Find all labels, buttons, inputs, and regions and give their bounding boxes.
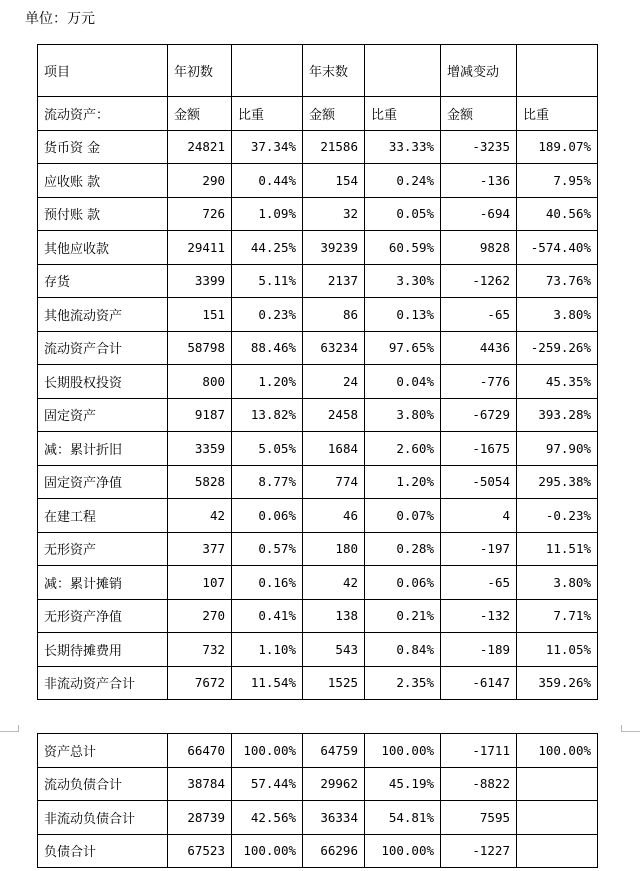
table-row: [38, 566, 598, 600]
table-row: [38, 231, 598, 265]
value-cell: 270: [168, 599, 232, 633]
value-cell: 3.30%: [365, 264, 441, 298]
value-cell: -259.26%: [517, 331, 598, 365]
value-cell: [517, 834, 598, 868]
table-row: [38, 633, 598, 667]
value-cell: 2458: [303, 398, 365, 432]
value-cell: 4: [441, 499, 517, 533]
header-cell: 年初数: [168, 45, 232, 97]
header-cell: 金额: [168, 97, 232, 131]
row-label-cell: 应收账 款: [38, 164, 168, 198]
unit-label: 单位：万元: [25, 11, 95, 27]
value-cell: 154: [303, 164, 365, 198]
value-cell: 0.41%: [232, 599, 303, 633]
row-label-cell: 长期股权投资: [38, 365, 168, 399]
table-row: [38, 331, 598, 365]
table-row: [38, 532, 598, 566]
header-cell: 增减变动: [441, 45, 517, 97]
table-header-row: [38, 45, 598, 97]
row-label-cell: 资产总计: [38, 734, 168, 768]
table-row: [38, 197, 598, 231]
value-cell: 4436: [441, 331, 517, 365]
table-row: [38, 365, 598, 399]
value-cell: 359.26%: [517, 666, 598, 700]
value-cell: -65: [441, 566, 517, 600]
value-cell: 180: [303, 532, 365, 566]
value-cell: 543: [303, 633, 365, 667]
value-cell: 58798: [168, 331, 232, 365]
header-cell: [232, 45, 303, 97]
value-cell: 0.24%: [365, 164, 441, 198]
table-row: [38, 130, 598, 164]
value-cell: 66470: [168, 734, 232, 768]
value-cell: 44.25%: [232, 231, 303, 265]
value-cell: 54.81%: [365, 801, 441, 835]
value-cell: 0.28%: [365, 532, 441, 566]
header-cell: [365, 45, 441, 97]
value-cell: 800: [168, 365, 232, 399]
table-row: [38, 432, 598, 466]
value-cell: 38784: [168, 767, 232, 801]
row-label-cell: 非流动资产合计: [38, 666, 168, 700]
row-label-cell: 在建工程: [38, 499, 168, 533]
value-cell: 29962: [303, 767, 365, 801]
value-cell: 29411: [168, 231, 232, 265]
table-row: [38, 599, 598, 633]
value-cell: 0.07%: [365, 499, 441, 533]
header-cell: 比重: [517, 97, 598, 131]
value-cell: 0.84%: [365, 633, 441, 667]
header-cell: 比重: [232, 97, 303, 131]
row-label-cell: 非流动负债合计: [38, 801, 168, 835]
row-label-cell: 无形资产: [38, 532, 168, 566]
value-cell: 0.13%: [365, 298, 441, 332]
value-cell: [517, 767, 598, 801]
table-row: [38, 767, 598, 801]
value-cell: [517, 801, 598, 835]
value-cell: 36334: [303, 801, 365, 835]
value-cell: 189.07%: [517, 130, 598, 164]
table-row: [38, 298, 598, 332]
row-label-cell: 减：累计折旧: [38, 432, 168, 466]
value-cell: 63234: [303, 331, 365, 365]
row-label-cell: 货币资 金: [38, 130, 168, 164]
value-cell: 8.77%: [232, 465, 303, 499]
value-cell: 67523: [168, 834, 232, 868]
value-cell: 42: [168, 499, 232, 533]
table-row: [38, 834, 598, 868]
table-row: [38, 164, 598, 198]
value-cell: 11.51%: [517, 532, 598, 566]
value-cell: 11.54%: [232, 666, 303, 700]
header-cell: 比重: [365, 97, 441, 131]
balance-sheet-table-continued: [37, 733, 598, 868]
value-cell: 3.80%: [365, 398, 441, 432]
value-cell: 7595: [441, 801, 517, 835]
table-row: [38, 398, 598, 432]
value-cell: 100.00%: [517, 734, 598, 768]
value-cell: -1262: [441, 264, 517, 298]
value-cell: 64759: [303, 734, 365, 768]
value-cell: 5828: [168, 465, 232, 499]
value-cell: 1.20%: [365, 465, 441, 499]
value-cell: 32: [303, 197, 365, 231]
row-label-cell: 流动资产合计: [38, 331, 168, 365]
value-cell: 24: [303, 365, 365, 399]
header-cell: 金额: [303, 97, 365, 131]
row-label-cell: 固定资产净值: [38, 465, 168, 499]
value-cell: 37.34%: [232, 130, 303, 164]
page-break-marker-left: [0, 725, 19, 732]
balance-sheet-table: [37, 44, 598, 700]
value-cell: 28739: [168, 801, 232, 835]
value-cell: 3359: [168, 432, 232, 466]
header-cell: 项目: [38, 45, 168, 97]
value-cell: -0.23%: [517, 499, 598, 533]
table-header-row: [38, 97, 598, 131]
table-row: [38, 264, 598, 298]
value-cell: 290: [168, 164, 232, 198]
value-cell: -694: [441, 197, 517, 231]
value-cell: 9828: [441, 231, 517, 265]
value-cell: 0.16%: [232, 566, 303, 600]
value-cell: 11.05%: [517, 633, 598, 667]
value-cell: -6147: [441, 666, 517, 700]
value-cell: 100.00%: [365, 734, 441, 768]
value-cell: 151: [168, 298, 232, 332]
value-cell: -6729: [441, 398, 517, 432]
table-row: [38, 465, 598, 499]
value-cell: -189: [441, 633, 517, 667]
value-cell: 45.35%: [517, 365, 598, 399]
value-cell: 138: [303, 599, 365, 633]
value-cell: 2137: [303, 264, 365, 298]
value-cell: 9187: [168, 398, 232, 432]
value-cell: 100.00%: [232, 734, 303, 768]
value-cell: 40.56%: [517, 197, 598, 231]
value-cell: 774: [303, 465, 365, 499]
value-cell: 24821: [168, 130, 232, 164]
value-cell: 1.09%: [232, 197, 303, 231]
value-cell: 3399: [168, 264, 232, 298]
value-cell: -65: [441, 298, 517, 332]
page-break-marker-right: [621, 725, 640, 732]
value-cell: 1.10%: [232, 633, 303, 667]
value-cell: 0.04%: [365, 365, 441, 399]
value-cell: 0.06%: [365, 566, 441, 600]
value-cell: 1684: [303, 432, 365, 466]
row-label-cell: 减：累计摊销: [38, 566, 168, 600]
value-cell: 21586: [303, 130, 365, 164]
value-cell: 5.05%: [232, 432, 303, 466]
table-row: [38, 499, 598, 533]
value-cell: 100.00%: [232, 834, 303, 868]
value-cell: 0.06%: [232, 499, 303, 533]
value-cell: 0.57%: [232, 532, 303, 566]
value-cell: 0.05%: [365, 197, 441, 231]
header-cell: [517, 45, 598, 97]
value-cell: 97.65%: [365, 331, 441, 365]
value-cell: 2.60%: [365, 432, 441, 466]
value-cell: 726: [168, 197, 232, 231]
value-cell: 393.28%: [517, 398, 598, 432]
row-label-cell: 其他流动资产: [38, 298, 168, 332]
row-label-cell: 流动负债合计: [38, 767, 168, 801]
value-cell: -5054: [441, 465, 517, 499]
value-cell: 39239: [303, 231, 365, 265]
row-label-cell: 预付账 款: [38, 197, 168, 231]
value-cell: 1525: [303, 666, 365, 700]
value-cell: 42: [303, 566, 365, 600]
value-cell: 45.19%: [365, 767, 441, 801]
value-cell: -1675: [441, 432, 517, 466]
table-row: [38, 734, 598, 768]
value-cell: 33.33%: [365, 130, 441, 164]
value-cell: 97.90%: [517, 432, 598, 466]
value-cell: 0.21%: [365, 599, 441, 633]
row-label-cell: 负债合计: [38, 834, 168, 868]
value-cell: -8822: [441, 767, 517, 801]
value-cell: -776: [441, 365, 517, 399]
row-label-cell: 其他应收款: [38, 231, 168, 265]
value-cell: 88.46%: [232, 331, 303, 365]
value-cell: 86: [303, 298, 365, 332]
value-cell: 3.80%: [517, 298, 598, 332]
value-cell: 1.20%: [232, 365, 303, 399]
value-cell: 42.56%: [232, 801, 303, 835]
value-cell: 7.71%: [517, 599, 598, 633]
value-cell: 377: [168, 532, 232, 566]
row-label-cell: 长期待摊费用: [38, 633, 168, 667]
value-cell: 5.11%: [232, 264, 303, 298]
value-cell: 100.00%: [365, 834, 441, 868]
value-cell: -1227: [441, 834, 517, 868]
value-cell: 732: [168, 633, 232, 667]
row-label-cell: 无形资产净值: [38, 599, 168, 633]
value-cell: -3235: [441, 130, 517, 164]
value-cell: 107: [168, 566, 232, 600]
value-cell: -574.40%: [517, 231, 598, 265]
value-cell: -1711: [441, 734, 517, 768]
value-cell: 0.23%: [232, 298, 303, 332]
table-row: [38, 666, 598, 700]
value-cell: 46: [303, 499, 365, 533]
value-cell: -132: [441, 599, 517, 633]
value-cell: 2.35%: [365, 666, 441, 700]
header-cell: 年末数: [303, 45, 365, 97]
value-cell: 0.44%: [232, 164, 303, 198]
value-cell: 13.82%: [232, 398, 303, 432]
value-cell: 60.59%: [365, 231, 441, 265]
row-label-cell: 存货: [38, 264, 168, 298]
value-cell: 73.76%: [517, 264, 598, 298]
value-cell: 57.44%: [232, 767, 303, 801]
value-cell: 7.95%: [517, 164, 598, 198]
header-cell: 金额: [441, 97, 517, 131]
value-cell: -136: [441, 164, 517, 198]
row-label-cell: 固定资产: [38, 398, 168, 432]
value-cell: 7672: [168, 666, 232, 700]
value-cell: -197: [441, 532, 517, 566]
value-cell: 3.80%: [517, 566, 598, 600]
value-cell: 295.38%: [517, 465, 598, 499]
table-row: [38, 801, 598, 835]
value-cell: 66296: [303, 834, 365, 868]
header-cell: 流动资产：: [38, 97, 168, 131]
